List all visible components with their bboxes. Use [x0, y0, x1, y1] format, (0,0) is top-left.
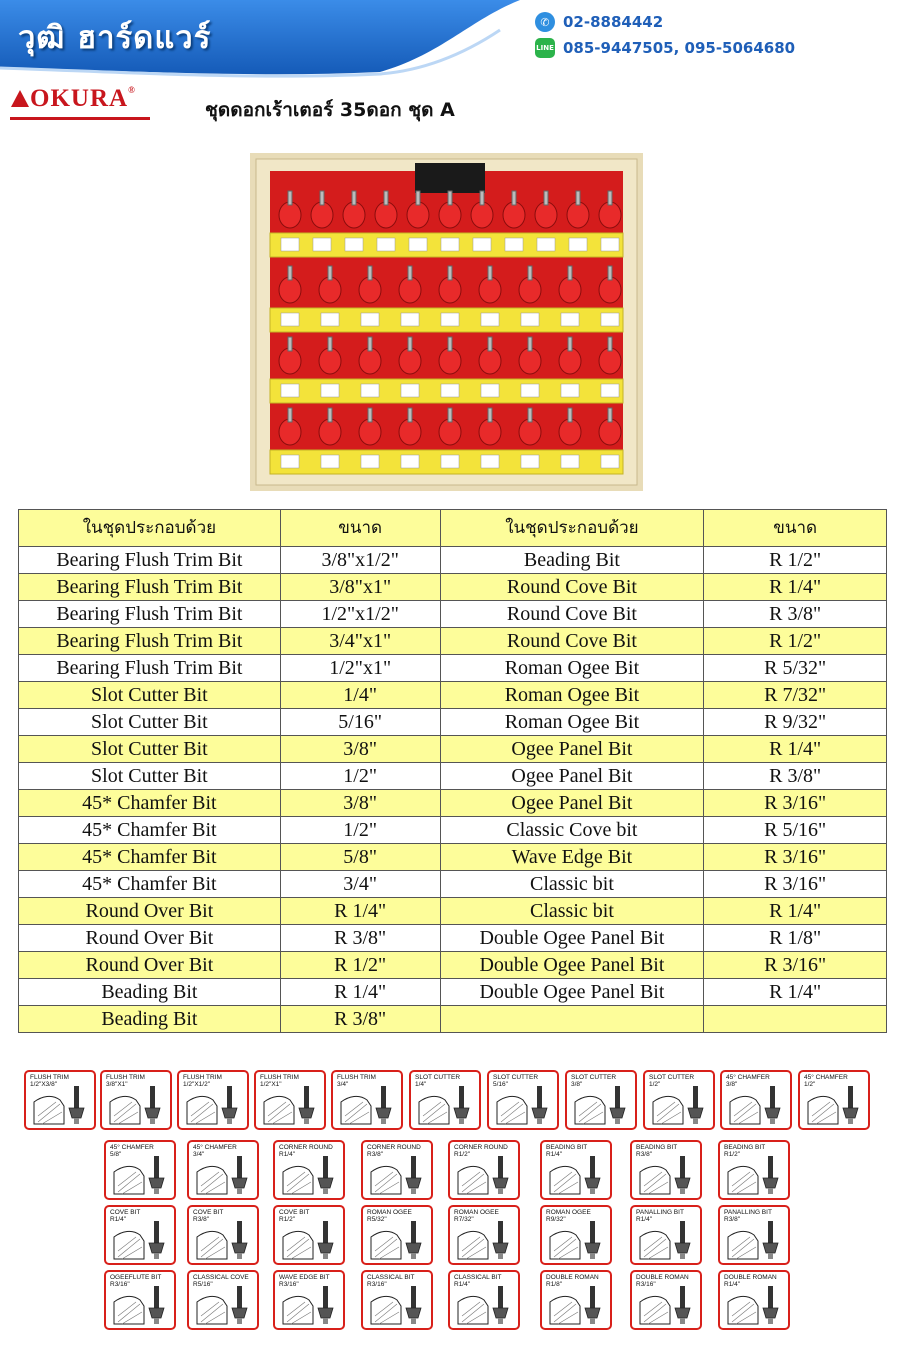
bit-name-2: Ogee Panel Bit [440, 763, 704, 790]
phone-icon: ✆ [535, 12, 555, 32]
bit-diagram-label [724, 1274, 777, 1288]
bit-size-2: R 5/32" [704, 655, 887, 682]
bit-name: Slot Cutter Bit [19, 682, 281, 709]
bit-size: 5/8" [280, 844, 440, 871]
bit-type: FLUSH TRIM [106, 1074, 145, 1081]
bit-diagram-card [448, 1270, 520, 1330]
bit-diagram-card [643, 1070, 715, 1130]
bit-name-2: Double Ogee Panel Bit [440, 952, 704, 979]
bit-type: 45° CHAMFER [193, 1144, 237, 1151]
bit-diagram-label [337, 1074, 376, 1088]
bit-size-2: R 3/8" [704, 763, 887, 790]
bit-diagram-label [546, 1209, 591, 1223]
bit-size-2: R 1/4" [704, 979, 887, 1006]
bit-type: SLOT CUTTER [415, 1074, 461, 1081]
bit-size: 1/2"X1/2" [183, 1081, 211, 1088]
bit-diagram-card [187, 1270, 259, 1330]
bit-size: R3/8" [193, 1216, 210, 1223]
bit-size: 3/4" [337, 1081, 349, 1088]
bit-name-2: Round Cove Bit [440, 574, 704, 601]
bit-name-2: Ogee Panel Bit [440, 790, 704, 817]
bit-diagram-card [254, 1070, 326, 1130]
table-header-row [19, 510, 887, 547]
bit-diagram-card [565, 1070, 637, 1130]
bit-type: 45° CHAMFER [110, 1144, 154, 1151]
bit-size: R3/8" [367, 1151, 384, 1158]
bit-type: SLOT CUTTER [649, 1074, 695, 1081]
bit-diagram-card [448, 1140, 520, 1200]
table-row [19, 736, 887, 763]
line-contact[interactable] [535, 38, 795, 58]
table-row [19, 925, 887, 952]
bit-size: 5/8" [110, 1151, 122, 1158]
bit-diagram-card [448, 1205, 520, 1265]
table-row [19, 682, 887, 709]
bit-type: SLOT CUTTER [571, 1074, 617, 1081]
bit-diagram-card [361, 1205, 433, 1265]
phone-number[interactable]: 02-8884442 [563, 13, 664, 31]
bit-diagram-label [571, 1074, 616, 1088]
bit-type: COVE BIT [193, 1209, 224, 1216]
bit-size: 1/2"X3/8" [30, 1081, 58, 1088]
bit-diagram-card [630, 1270, 702, 1330]
table-row [19, 709, 887, 736]
bit-type: FLUSH TRIM [260, 1074, 299, 1081]
bit-diagram-card [177, 1070, 249, 1130]
bit-name: Slot Cutter Bit [19, 736, 281, 763]
bit-size-2: R 1/4" [704, 736, 887, 763]
bit-diagram-label [636, 1144, 677, 1158]
bit-diagram-label [193, 1274, 249, 1288]
bit-type: BEADING BIT [636, 1144, 678, 1151]
line-numbers[interactable]: 085-9447505, 095-5064680 [563, 39, 796, 57]
bit-diagram-label [110, 1209, 140, 1223]
bit-size: 3/8"x1/2" [280, 547, 440, 574]
bit-size: R 1/2" [280, 952, 440, 979]
bit-size: 1/2" [280, 817, 440, 844]
bit-size: 5/16" [493, 1081, 508, 1088]
bit-diagram-label [367, 1144, 421, 1158]
header-size: ขนาด [280, 510, 440, 547]
bit-diagram-label [636, 1209, 684, 1223]
bit-type: FLUSH TRIM [337, 1074, 376, 1081]
bit-type: CLASSICAL BIT [454, 1274, 502, 1281]
bit-diagram-label [30, 1074, 69, 1088]
bit-diagram-card [540, 1140, 612, 1200]
bit-size: R 1/4" [280, 898, 440, 925]
bit-size: 1/2" [804, 1081, 816, 1088]
bit-diagram-card [540, 1205, 612, 1265]
bit-type: CLASSICAL COVE [193, 1274, 249, 1281]
bit-diagram-card [718, 1140, 790, 1200]
bit-size: 3/8"x1" [280, 574, 440, 601]
header-size-2: ขนาด [704, 510, 887, 547]
bit-name: 45* Chamfer Bit [19, 790, 281, 817]
bit-size: R1/4" [546, 1151, 563, 1158]
bit-diagram-label [367, 1274, 414, 1288]
bit-type: ROMAN OGEE [454, 1209, 499, 1216]
bit-type: ROMAN OGEE [367, 1209, 412, 1216]
bit-diagram-label [649, 1074, 694, 1088]
bit-size: R5/16" [193, 1281, 213, 1288]
header-banner [0, 0, 900, 80]
product-photo [250, 153, 643, 491]
bit-size: 1/2" [649, 1081, 661, 1088]
bit-size: 3/4" [193, 1151, 205, 1158]
bit-size: 3/8" [726, 1081, 738, 1088]
table-row [19, 898, 887, 925]
bit-diagram-card [361, 1270, 433, 1330]
table-row [19, 574, 887, 601]
bit-size: R 3/8" [280, 1006, 440, 1033]
table-row [19, 979, 887, 1006]
bit-diagram-label [454, 1144, 508, 1158]
bit-name: 45* Chamfer Bit [19, 871, 281, 898]
bit-size: R9/32" [546, 1216, 566, 1223]
bit-size: R3/16" [636, 1281, 656, 1288]
bit-type: CORNER ROUND [367, 1144, 421, 1151]
bit-name-2: Ogee Panel Bit [440, 736, 704, 763]
bit-diagram-label [726, 1074, 770, 1088]
bit-size: 3/8" [280, 736, 440, 763]
bit-type: CORNER ROUND [454, 1144, 508, 1151]
bit-name: Slot Cutter Bit [19, 709, 281, 736]
bit-size: R3/8" [724, 1216, 741, 1223]
bit-diagram-label [279, 1209, 309, 1223]
bit-name: Bearing Flush Trim Bit [19, 574, 281, 601]
bit-size: 3/8" [571, 1081, 583, 1088]
bit-diagram-label [454, 1209, 499, 1223]
okura-triangle-icon [10, 88, 30, 108]
bit-diagram-label [804, 1074, 848, 1088]
bit-size: R 1/4" [280, 979, 440, 1006]
bit-type: PANALLING BIT [636, 1209, 684, 1216]
bit-size: R1/4" [636, 1216, 653, 1223]
bit-size: 1/2"x1" [280, 655, 440, 682]
bit-size-2 [704, 1006, 887, 1033]
bit-name: Bearing Flush Trim Bit [19, 628, 281, 655]
bit-type: BEADING BIT [724, 1144, 766, 1151]
bit-name-2: Double Ogee Panel Bit [440, 979, 704, 1006]
bit-type: FLUSH TRIM [30, 1074, 69, 1081]
line-app-icon: LINE [535, 38, 555, 58]
bit-size: 1/4" [280, 682, 440, 709]
bit-name-2 [440, 1006, 704, 1033]
bit-type: 45° CHAMFER [726, 1074, 770, 1081]
bit-size: 3/8"X1" [106, 1081, 128, 1088]
bit-diagram-card [24, 1070, 96, 1130]
bit-name-2: Wave Edge Bit [440, 844, 704, 871]
bit-size-2: R 3/8" [704, 601, 887, 628]
bit-name: Round Over Bit [19, 952, 281, 979]
bit-type: CLASSICAL BIT [367, 1274, 415, 1281]
bit-name: Slot Cutter Bit [19, 763, 281, 790]
table-row [19, 547, 887, 574]
bit-diagram-card [718, 1270, 790, 1330]
header-contents-2: ในชุดประกอบด้วย [440, 510, 704, 547]
bit-size-2: R 1/2" [704, 628, 887, 655]
product-title: ชุดดอกเร้าเตอร์ 35ดอก ชุด A [205, 99, 455, 121]
bit-name: 45* Chamfer Bit [19, 844, 281, 871]
bit-name-2: Roman Ogee Bit [440, 655, 704, 682]
table-row [19, 1006, 887, 1033]
bit-diagram-card [540, 1270, 612, 1330]
bit-diagram-card [720, 1070, 792, 1130]
bit-type: DOUBLE ROMAN [636, 1274, 689, 1281]
bit-type: BEADING BIT [546, 1144, 588, 1151]
bit-type: SLOT CUTTER [493, 1074, 539, 1081]
bit-diagram-card [630, 1205, 702, 1265]
bit-diagram-label [260, 1074, 299, 1088]
bit-name: Bearing Flush Trim Bit [19, 655, 281, 682]
bit-diagram-label [493, 1074, 538, 1088]
phone-contact[interactable] [535, 12, 663, 32]
bit-diagram-label [724, 1209, 772, 1223]
bit-size: R7/32" [454, 1216, 474, 1223]
bit-diagram-label [183, 1074, 222, 1088]
bit-name-2: Roman Ogee Bit [440, 682, 704, 709]
bit-size-2: R 3/16" [704, 790, 887, 817]
table-row [19, 790, 887, 817]
bit-size-2: R 5/16" [704, 817, 887, 844]
bit-type: COVE BIT [279, 1209, 310, 1216]
bit-size: R3/8" [636, 1151, 653, 1158]
bit-diagram-card [487, 1070, 559, 1130]
bit-type: COVE BIT [110, 1209, 141, 1216]
bit-diagram-card [273, 1270, 345, 1330]
bit-size-2: R 3/16" [704, 871, 887, 898]
bit-diagram-label [415, 1074, 460, 1088]
bit-diagram-card [273, 1140, 345, 1200]
table-row [19, 952, 887, 979]
bit-size: 3/4" [280, 871, 440, 898]
bit-diagram-label [110, 1274, 161, 1288]
table-row [19, 817, 887, 844]
bit-type: ROMAN OGEE [546, 1209, 591, 1216]
bit-size: R1/2" [724, 1151, 741, 1158]
bit-diagram-card [630, 1140, 702, 1200]
bit-name: Beading Bit [19, 979, 281, 1006]
spec-table [18, 509, 887, 1033]
bit-diagram-card [187, 1205, 259, 1265]
table-row [19, 655, 887, 682]
logo-underline [10, 117, 150, 120]
bit-name-2: Classic bit [440, 871, 704, 898]
bit-diagram-label [724, 1144, 765, 1158]
bit-size-2: R 1/4" [704, 574, 887, 601]
bit-size: R1/4" [724, 1281, 741, 1288]
bit-type: FLUSH TRIM [183, 1074, 222, 1081]
bit-size: R3/16" [279, 1281, 299, 1288]
bit-type: PANALLING BIT [724, 1209, 772, 1216]
bit-diagram-label [193, 1209, 223, 1223]
okura-logo: OKURA® [10, 85, 136, 113]
bit-type: DOUBLE ROMAN [546, 1274, 599, 1281]
bit-size: R3/16" [110, 1281, 130, 1288]
bit-size: 1/2"x1/2" [280, 601, 440, 628]
bit-size: 1/2"X1" [260, 1081, 282, 1088]
bit-diagram-card [100, 1070, 172, 1130]
bit-diagram-card [104, 1205, 176, 1265]
table-row [19, 844, 887, 871]
bit-size: 5/16" [280, 709, 440, 736]
bit-type: WAVE EDGE BIT [279, 1274, 330, 1281]
bit-size: R1/8" [546, 1281, 563, 1288]
bit-diagram-card [104, 1140, 176, 1200]
bit-type: 45° CHAMFER [804, 1074, 848, 1081]
shop-name: วุฒิ ฮาร์ดแวร์ [18, 20, 212, 56]
bit-size: R1/2" [454, 1151, 471, 1158]
table-row [19, 628, 887, 655]
bit-name: Beading Bit [19, 1006, 281, 1033]
bit-diagram-label [636, 1274, 689, 1288]
bit-name: Round Over Bit [19, 925, 281, 952]
bit-name: Bearing Flush Trim Bit [19, 547, 281, 574]
bit-diagrams [0, 1070, 900, 1340]
bit-diagram-label [106, 1074, 145, 1088]
bit-size-2: R 1/4" [704, 898, 887, 925]
table-row [19, 763, 887, 790]
bit-size: R5/32" [367, 1216, 387, 1223]
bit-diagram-card [798, 1070, 870, 1130]
bit-name-2: Double Ogee Panel Bit [440, 925, 704, 952]
bit-diagram-label [546, 1144, 587, 1158]
bit-diagram-label [279, 1144, 333, 1158]
bit-size-2: R 7/32" [704, 682, 887, 709]
bit-name: Round Over Bit [19, 898, 281, 925]
bit-size: 3/8" [280, 790, 440, 817]
bit-size: 1/4" [415, 1081, 427, 1088]
bit-diagram-card [273, 1205, 345, 1265]
bit-diagram-label [546, 1274, 599, 1288]
bit-diagram-label [110, 1144, 154, 1158]
bit-size: R1/4" [454, 1281, 471, 1288]
bit-diagram-label [279, 1274, 330, 1288]
bit-size-2: R 1/2" [704, 547, 887, 574]
bit-size: R1/2" [279, 1216, 296, 1223]
header-contents: ในชุดประกอบด้วย [19, 510, 281, 547]
bit-diagram-card [187, 1140, 259, 1200]
bit-size: R 3/8" [280, 925, 440, 952]
bit-size-2: R 1/8" [704, 925, 887, 952]
bit-size-2: R 3/16" [704, 844, 887, 871]
bit-size-2: R 9/32" [704, 709, 887, 736]
bit-diagram-label [367, 1209, 412, 1223]
bit-size: R1/4" [110, 1216, 127, 1223]
bit-name-2: Roman Ogee Bit [440, 709, 704, 736]
bit-diagram-card [409, 1070, 481, 1130]
bit-size: 1/2" [280, 763, 440, 790]
bit-type: DOUBLE ROMAN [724, 1274, 777, 1281]
bit-diagram-card [361, 1140, 433, 1200]
bit-diagram-card [718, 1205, 790, 1265]
bit-name-2: Round Cove Bit [440, 628, 704, 655]
bit-diagram-label [193, 1144, 237, 1158]
bit-size: 3/4"x1" [280, 628, 440, 655]
bit-diagram-card [104, 1270, 176, 1330]
table-row [19, 871, 887, 898]
table-row [19, 601, 887, 628]
bit-name-2: Classic bit [440, 898, 704, 925]
bit-name-2: Beading Bit [440, 547, 704, 574]
bit-diagram-card [331, 1070, 403, 1130]
bit-type: CORNER ROUND [279, 1144, 333, 1151]
bit-name: 45* Chamfer Bit [19, 817, 281, 844]
bit-diagram-label [454, 1274, 501, 1288]
bit-size-2: R 3/16" [704, 952, 887, 979]
bit-name-2: Classic Cove bit [440, 817, 704, 844]
bit-type: OGEEFLUTE BIT [110, 1274, 162, 1281]
bit-name: Bearing Flush Trim Bit [19, 601, 281, 628]
bit-size: R3/16" [367, 1281, 387, 1288]
bit-size: R1/4" [279, 1151, 296, 1158]
bit-name-2: Round Cove Bit [440, 601, 704, 628]
